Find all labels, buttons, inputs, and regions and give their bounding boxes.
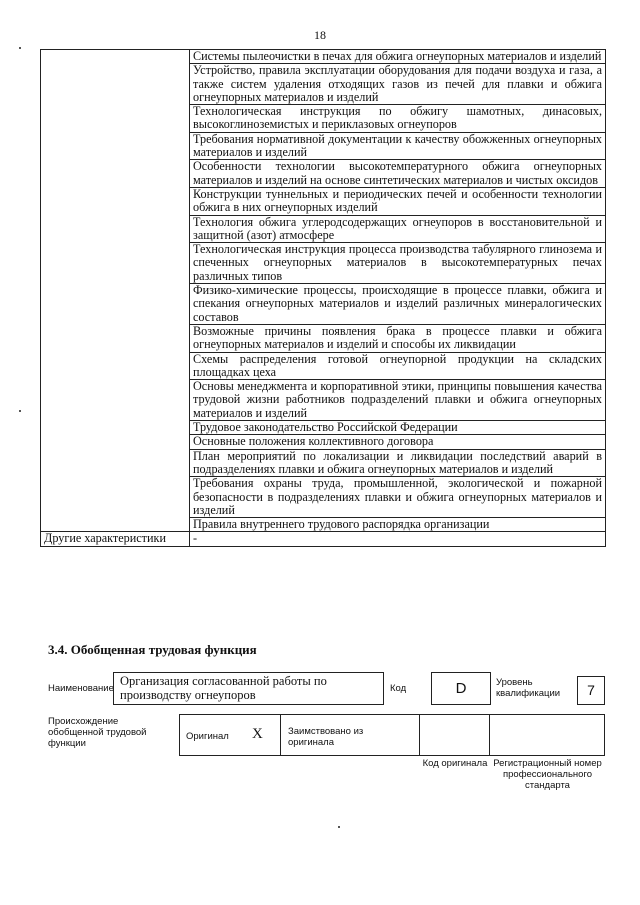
knowledge-item: Возможные причины появления брака в процессе плавки и обжига огнеупорных материалов и изделий и способы их ликвидации xyxy=(190,324,606,352)
knowledge-item: Физико-химические процессы, происходящие в процессе плавки, обжига и спекания огнеупорных материалов и изделий различных минералогических составов xyxy=(190,284,606,325)
knowledge-item: Основы менеджмента и корпоративной этики, принципы повышения качества трудовой жизни работников подразделений плавки и обжига огнеупорных материалов и изделий xyxy=(190,380,606,421)
borrowed-label: Заимствовано из оригинала xyxy=(288,726,364,748)
function-code-value: D xyxy=(431,672,491,705)
knowledge-item: Конструкции туннельных и периодических печей и особенности технологии обжига в них огнеупорных изделий xyxy=(190,187,606,215)
function-name-value: Организация согласованной работы по производству огнеупоров xyxy=(113,672,384,705)
knowledge-item: Устройство, правила эксплуатации оборудования для подачи воздуха и газа, а также систем удаления отходящих газов из печей для плавки и обжига огнеупорных материалов и изделий xyxy=(190,64,606,105)
other-characteristics-row xyxy=(41,532,606,546)
knowledge-item: Особенности технологии высокотемпературного обжига огнеупорных материалов и изделий на основе синтетических материалов и чистых оксидов xyxy=(190,160,606,188)
knowledge-item: План мероприятий по локализации и ликвидации последствий аварий в подразделениях плавки и обжига огнеупорных материалов и изделий xyxy=(190,449,606,477)
knowledge-item: Схемы распределения готовой огнеупорной продукции на складских площадках цеха xyxy=(190,352,606,380)
origin-label: Происхождение обобщенной трудовой функции xyxy=(48,716,147,749)
knowledge-item: Технологическая инструкция процесса производства табулярного глинозема и спеченных огнеупорных материалов в высокотемпературных печах различных типов xyxy=(190,243,606,284)
qualification-level-value: 7 xyxy=(577,676,605,705)
original-label: Оригинал xyxy=(186,731,229,742)
knowledge-item: Правила внутреннего трудового распорядка организации xyxy=(190,518,606,532)
knowledge-item: Требования нормативной документации к качеству обожженных огнеупорных материалов и изделий xyxy=(190,132,606,160)
page-number: 18 xyxy=(314,28,326,42)
knowledge-item: Системы пылеочистки в печах для обжига огнеупорных материалов и изделий xyxy=(190,50,606,64)
scan-mark xyxy=(338,826,340,828)
table-row xyxy=(41,50,606,64)
other-characteristics-value: - xyxy=(190,532,606,546)
scan-mark xyxy=(19,47,21,49)
origin-registration-cell xyxy=(490,714,605,756)
knowledge-requirements-table xyxy=(40,49,606,547)
name-label: Наименование xyxy=(48,683,114,694)
empty-label-cell xyxy=(41,50,190,532)
original-code-caption: Код оригинала xyxy=(422,758,488,769)
origin-code-cell xyxy=(420,714,490,756)
code-label: Код xyxy=(390,683,407,694)
knowledge-item: Трудовое законодательство Российской Федерации xyxy=(190,421,606,435)
knowledge-item: Технология обжига углеродсодержащих огнеупоров в восстановительной и защитной (азот) атмосфере xyxy=(190,215,606,243)
original-check-mark: X xyxy=(252,726,263,742)
other-characteristics-label: Другие характеристики xyxy=(41,532,190,546)
scan-mark xyxy=(19,410,21,412)
section-title: 3.4. Обобщенная трудовая функция xyxy=(48,642,257,657)
registration-number-caption: Регистрационный номер профессионального стандарта xyxy=(493,758,602,791)
qualification-level-label: Уровень квалификации xyxy=(496,677,561,699)
knowledge-item: Технологическая инструкция по обжигу шамотных, динасовых, высокоглиноземистых и периклазовых огнеупоров xyxy=(190,105,606,133)
knowledge-item: Основные положения коллективного договора xyxy=(190,435,606,449)
knowledge-item: Требования охраны труда, промышленной, экологической и пожарной безопасности в подразделениях плавки и обжига огнеупорных материалов и изделий xyxy=(190,477,606,518)
